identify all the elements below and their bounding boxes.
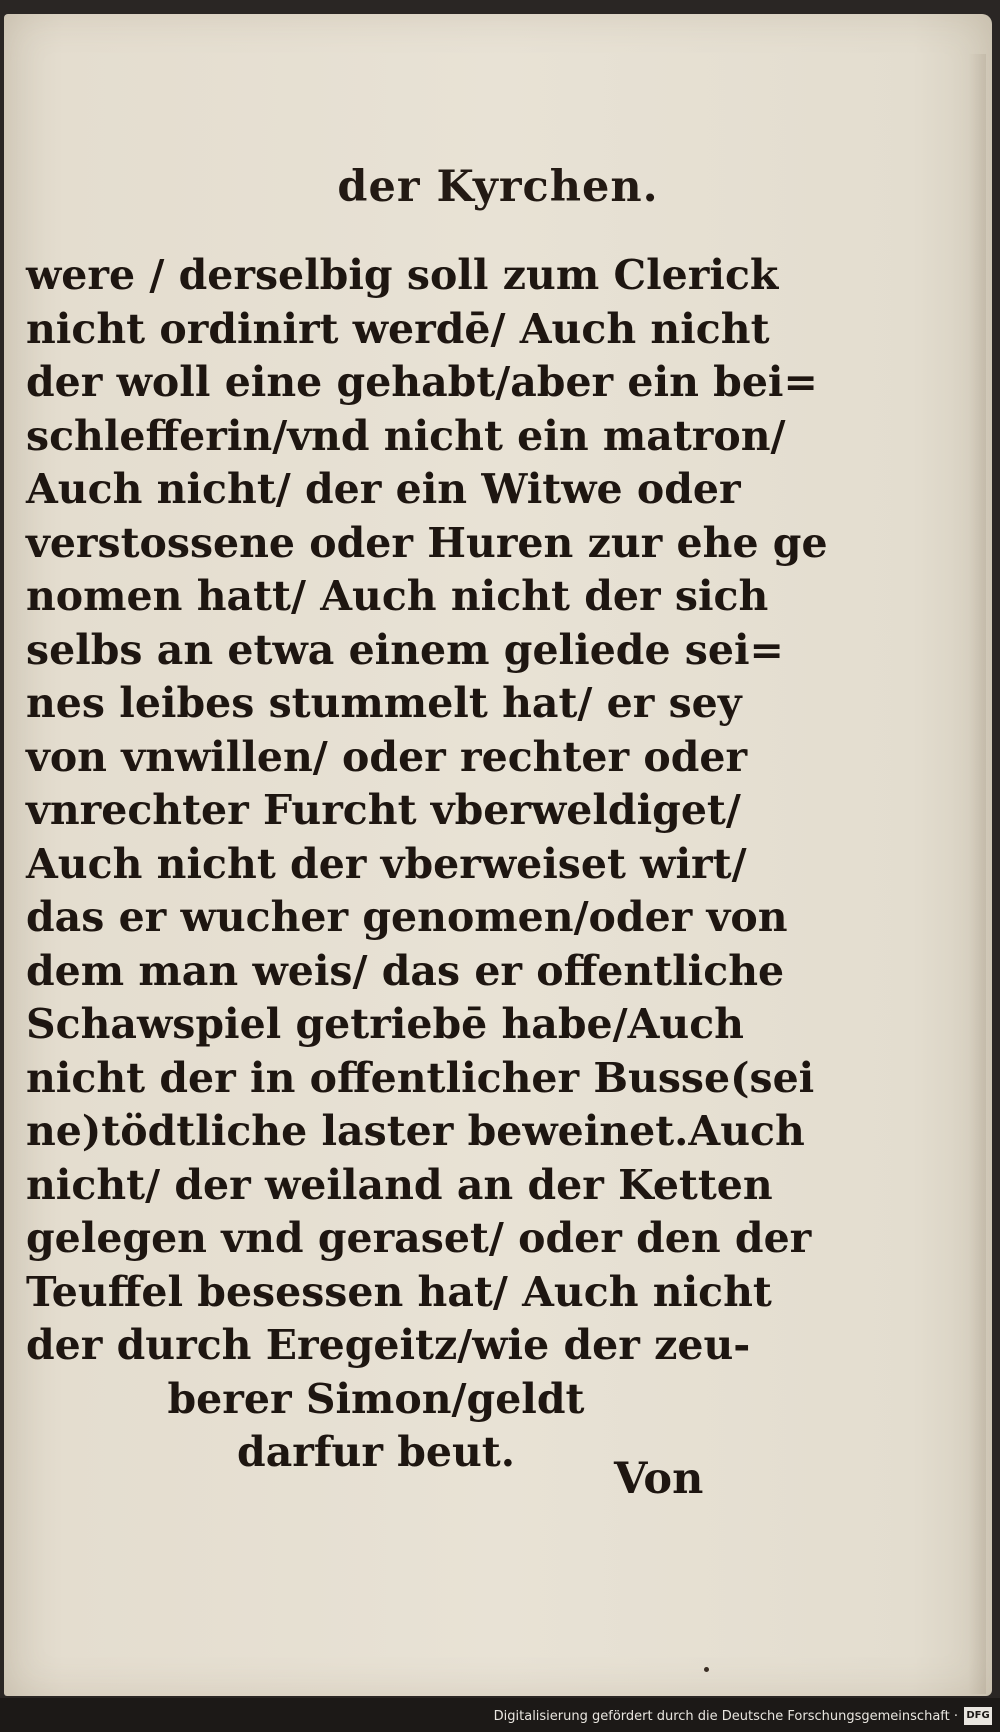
text-line: schlefferin/vnd nicht ein matron/ <box>26 411 786 460</box>
text-line: dem man weis/ das er offentliche <box>26 946 785 995</box>
text-line: nicht ordinirt werdē/ Auch nicht <box>26 304 770 353</box>
text-line: von vnwillen/ oder rechter oder <box>26 732 748 781</box>
catchword: Von <box>614 1454 704 1504</box>
body-text <box>26 249 828 1480</box>
text-line: darfur beut. <box>237 1428 515 1476</box>
text-line: gelegen vnd geraset/ oder den der <box>26 1214 812 1262</box>
text-line: were / derselbig soll zum Clerick <box>26 251 779 299</box>
text-line: selbs an etwa einem geliede sei= <box>26 625 784 674</box>
digitization-credit: Digitalisierung gefördert durch die Deutsche Forschungsgemeinschaft · <box>493 1709 958 1724</box>
text-line: nicht/ der weiland an der Ketten <box>26 1160 773 1209</box>
text-line: nomen hatt/ Auch nicht der sich <box>26 572 769 620</box>
dfg-logo: DFG <box>964 1707 992 1725</box>
text-line: Schawspiel getriebē habe/Auch <box>26 1000 744 1048</box>
text-line: ne)tödtliche laster beweinet.Auch <box>26 1107 805 1155</box>
text-line: Auch nicht/ der ein Witwe oder <box>26 465 741 513</box>
text-line: Auch nicht der vberweiset wirt/ <box>26 839 747 888</box>
text-line: verstossene oder Huren zur ehe ge <box>26 518 828 567</box>
text-line: der durch Eregeitz/wie der zeu- <box>26 1321 751 1369</box>
text-line: nicht der in offentlicher Busse(sei <box>26 1053 815 1102</box>
text-line: nes leibes stummelt hat/ er sey <box>26 679 742 727</box>
ink-speck <box>704 1667 709 1672</box>
book-page <box>4 14 992 1696</box>
text-line: berer Simon/geldt <box>167 1374 585 1423</box>
text-line: der woll eine gehabt/aber ein bei= <box>26 358 818 406</box>
page-edge-shading <box>968 54 986 1694</box>
text-line: das er wucher genomen/oder von <box>26 893 788 941</box>
text-line: Teuffel besessen hat/ Auch nicht <box>26 1267 772 1316</box>
text-line: vnrechter Furcht vberweldiget/ <box>26 786 741 834</box>
running-header: der Kyrchen. <box>337 162 659 212</box>
